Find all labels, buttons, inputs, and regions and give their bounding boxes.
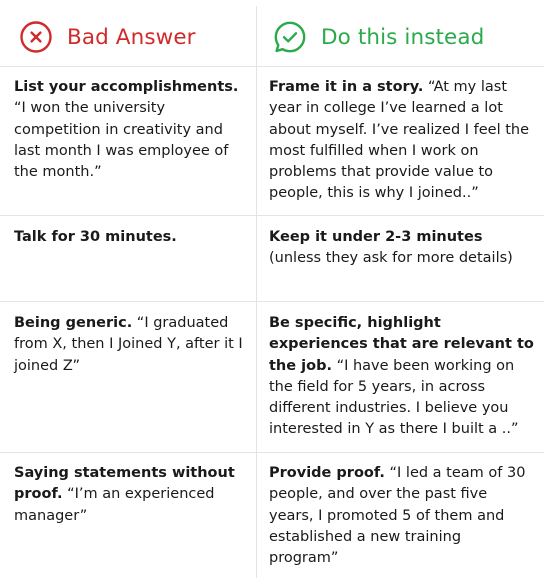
x-circle-icon (19, 20, 53, 54)
good-answer-cell (269, 313, 535, 441)
bad-answer-text: “I graduated from X, then I Joined Y, after it I joined Z” (14, 315, 243, 374)
good-answer-text: “At my last year in college I’ve learned a lot about myself. I’ve realized I feel the most fulfilled when I work on problems that provide value to people, this is why I joined..” (269, 79, 530, 202)
bad-answer-text: “I won the university competition in creativity and last month I was employee of the month.” (14, 100, 229, 181)
bad-answer-cell (14, 313, 250, 377)
check-chat-icon (273, 20, 307, 54)
bad-answer-lead: Being generic. (14, 315, 133, 331)
bad-answer-title: Bad Answer (67, 24, 196, 50)
good-answer-lead: Provide proof. (269, 465, 385, 481)
bad-answer-header (19, 16, 196, 58)
row-divider (0, 215, 544, 216)
bad-answer-cell (14, 463, 250, 527)
good-answer-lead: Frame it in a story. (269, 79, 424, 95)
good-answer-lead: Keep it under 2-3 minutes (269, 229, 483, 245)
bad-answer-cell (14, 77, 250, 183)
row-divider (0, 66, 544, 67)
good-answer-cell (269, 77, 535, 205)
good-answer-cell (269, 227, 535, 270)
row-divider (0, 301, 544, 302)
good-answer-text: “I have been working on the field for 5 years, in across different industries. I believe you interested in Y as there I built a ..” (269, 357, 519, 438)
column-divider (256, 6, 257, 578)
bad-answer-text: “I’m an experienced manager” (14, 486, 215, 524)
bad-answer-lead: Talk for 30 minutes. (14, 229, 177, 245)
bad-answer-cell (14, 227, 250, 248)
do-this-header (273, 16, 484, 58)
bad-answer-lead: List your accomplishments. (14, 79, 239, 95)
bad-answer-lead: Saying statements without proof. (14, 465, 235, 503)
good-answer-cell (269, 463, 535, 569)
do-this-title: Do this instead (321, 24, 485, 50)
row-divider (0, 452, 544, 453)
good-answer-lead: Be specific, highlight experiences that are relevant to the job. (269, 315, 534, 374)
good-answer-text: “I led a team of 30 people, and over the past five years, I promoted 5 of them and established a new training program” (269, 465, 526, 567)
good-answer-text: (unless they ask for more details) (269, 250, 513, 267)
